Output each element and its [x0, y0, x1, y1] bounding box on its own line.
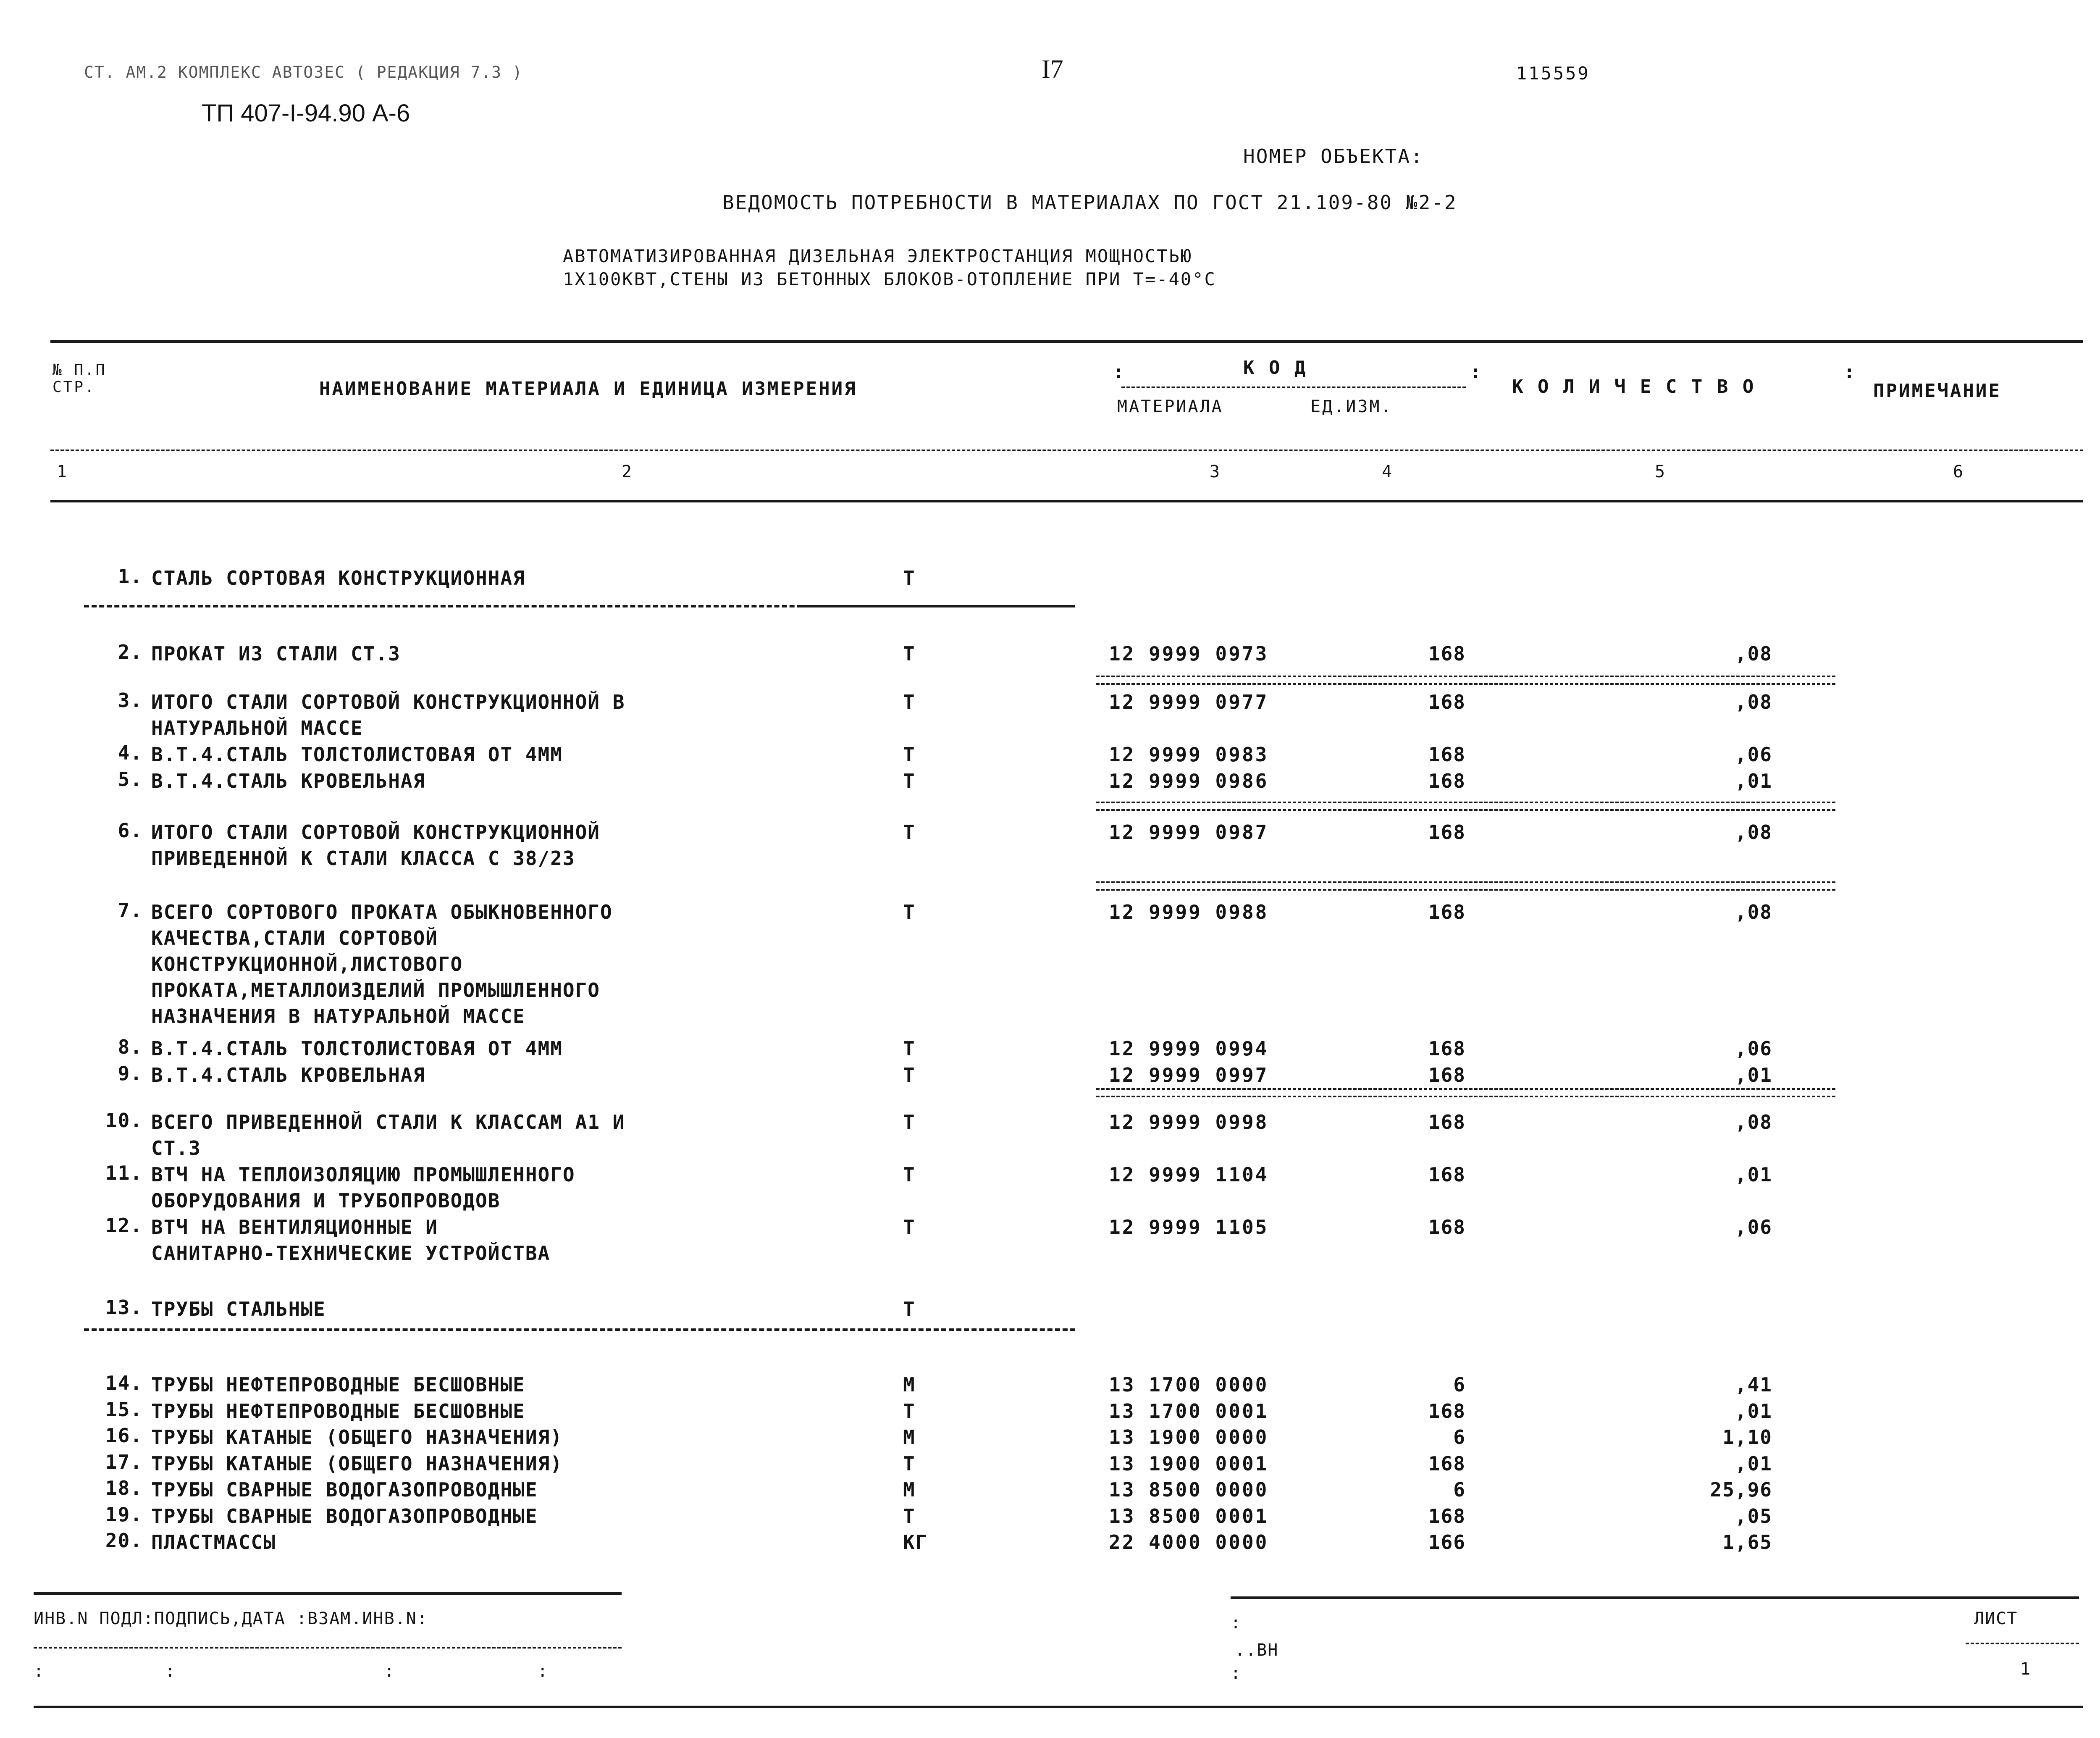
document-number: 115559 [1516, 63, 1590, 84]
row-number: 3. [118, 689, 143, 712]
footer-separator: : [1231, 1664, 1242, 1683]
column-number-4: 4 [1382, 462, 1394, 481]
row-unit: М [903, 1426, 916, 1449]
row-unit: Т [903, 1037, 916, 1060]
row-name: В.Т.4.СТАЛЬ КРОВЕЛЬНАЯ [151, 770, 426, 792]
row-material-code: 13 1700 0000 [1109, 1373, 1269, 1396]
row-number: 20. [105, 1529, 143, 1552]
total-separator [1096, 881, 1835, 891]
footer-stamp-row: ИНВ.N ПОДЛ:ПОДПИСЬ,ДАТА :ВЗАМ.ИНВ.N: [34, 1609, 428, 1628]
row-unit-code: 168 [1428, 743, 1466, 766]
footer-rule [34, 1647, 622, 1649]
row-number: 9. [118, 1062, 143, 1085]
row-name: ТРУБЫ НЕФТЕПРОВОДНЫЕ БЕСШОВНЫЕ [151, 1373, 525, 1396]
header-col-quantity: К О Л И Ч Е С Т В О [1512, 376, 1756, 397]
document-designation: ТП 407-I-94.90 А-6 [202, 100, 410, 127]
column-number-2: 2 [622, 462, 634, 481]
row-unit: Т [903, 1111, 916, 1133]
row-unit: М [903, 1478, 916, 1501]
column-number-5: 5 [1655, 462, 1667, 481]
header-col-material: МАТЕРИАЛА [1117, 397, 1223, 416]
row-unit: Т [903, 567, 916, 589]
sheet-number: 1 [2020, 1659, 2032, 1679]
row-quantity: ,01 [1735, 1163, 1772, 1186]
group-underline [84, 1328, 1075, 1331]
row-number: 10. [105, 1109, 143, 1132]
row-name: ПРОКАТ ИЗ СТАЛИ СТ.3 [151, 642, 401, 665]
row-quantity: ,06 [1735, 1037, 1772, 1060]
row-number: 1. [118, 565, 143, 588]
row-name: ПЛАСТМАССЫ [151, 1531, 276, 1554]
row-quantity: ,08 [1735, 821, 1772, 844]
footer-stamp-cells: : : : : [34, 1662, 549, 1681]
header-bottom-rule [50, 500, 2083, 502]
row-number: 13. [105, 1296, 143, 1319]
row-quantity: ,08 [1735, 691, 1772, 713]
row-quantity: ,01 [1735, 1452, 1772, 1475]
row-quantity: ,08 [1735, 901, 1772, 923]
page-number: I7 [1042, 55, 1063, 84]
footer-code: ..ВН [1235, 1641, 1279, 1660]
row-material-code: 12 9999 0988 [1109, 901, 1269, 923]
footer-separator: : [1231, 1613, 1242, 1633]
sheet-label: ЛИСТ [1974, 1609, 2018, 1628]
row-quantity: 25,96 [1710, 1478, 1772, 1501]
row-number: 7. [118, 899, 143, 922]
row-quantity: 1,10 [1722, 1426, 1772, 1449]
row-number: 5. [118, 768, 143, 791]
row-material-code: 22 4000 0000 [1109, 1531, 1269, 1554]
row-unit-code: 168 [1428, 1064, 1466, 1086]
row-unit-code: 168 [1428, 1452, 1466, 1475]
row-number: 2. [118, 641, 143, 663]
row-name: ТРУБЫ НЕФТЕПРОВОДНЫЕ БЕСШОВНЫЕ [151, 1400, 525, 1422]
column-number-3: 3 [1210, 462, 1222, 481]
row-number: 14. [105, 1372, 143, 1394]
row-unit: Т [903, 1064, 916, 1086]
row-unit: Т [903, 1216, 916, 1238]
row-quantity: ,01 [1735, 770, 1772, 792]
row-number: 18. [105, 1477, 143, 1499]
total-separator [1096, 1088, 1835, 1097]
header-col-code: К О Д [1243, 357, 1307, 379]
row-material-code: 13 8500 0001 [1109, 1505, 1269, 1528]
row-number: 15. [105, 1398, 143, 1421]
row-material-code: 12 9999 0977 [1109, 691, 1269, 713]
row-name: В.Т.4.СТАЛЬ ТОЛСТОЛИСТОВАЯ ОТ 4ММ [151, 1037, 563, 1060]
row-material-code: 12 9999 0973 [1109, 642, 1269, 665]
header-separator: : [1113, 361, 1124, 383]
header-col-note: ПРИМЕЧАНИЕ [1873, 380, 2001, 402]
row-name: ВСЕГО ПРИВЕДЕННОЙ СТАЛИ К КЛАССАМ А1 И СТ.3 [151, 1111, 625, 1160]
row-unit: Т [903, 1298, 916, 1320]
row-name: ВТЧ НА ТЕПЛОИЗОЛЯЦИЮ ПРОМЫШЛЕННОГО ОБОРУДОВАНИЯ И ТРУБОПРОВОДОВ [151, 1163, 575, 1212]
row-material-code: 12 9999 0998 [1109, 1111, 1269, 1133]
header-mid-rule [50, 450, 2083, 451]
row-quantity: ,01 [1735, 1400, 1772, 1422]
row-unit-code: 6 [1453, 1426, 1466, 1449]
footer-rule [1966, 1643, 2079, 1644]
row-name: СТАЛЬ СОРТОВАЯ КОНСТРУКЦИОННАЯ [151, 567, 525, 589]
row-unit-code: 168 [1428, 1400, 1466, 1422]
row-unit: Т [903, 1400, 916, 1422]
row-material-code: 13 1900 0001 [1109, 1452, 1269, 1475]
row-quantity: ,05 [1735, 1505, 1772, 1528]
row-number: 19. [105, 1503, 143, 1526]
row-name: ТРУБЫ СВАРНЫЕ ВОДОГАЗОПРОВОДНЫЕ [151, 1478, 538, 1501]
row-material-code: 12 9999 1104 [1109, 1163, 1269, 1186]
row-material-code: 13 1900 0000 [1109, 1426, 1269, 1449]
program-stamp: СТ. АМ.2 КОМПЛЕКС АВТОЗЕС ( РЕДАКЦИЯ 7.3 ) [84, 63, 523, 82]
header-col-name: НАИМЕНОВАНИЕ МАТЕРИАЛА И ЕДИНИЦА ИЗМЕРЕНИЯ [319, 378, 857, 400]
row-unit-code: 6 [1453, 1478, 1466, 1501]
header-col-number: № П.П СТР. [52, 361, 107, 396]
row-number: 8. [118, 1036, 143, 1058]
header-code-rule [1121, 387, 1466, 388]
header-col-unit: ЕД.ИЗМ. [1310, 397, 1393, 416]
row-quantity: ,08 [1735, 1111, 1772, 1133]
row-quantity: ,01 [1735, 1064, 1772, 1086]
object-number-label: НОМЕР ОБЪЕКТА: [1243, 145, 1424, 168]
row-unit: Т [903, 1505, 916, 1528]
row-quantity: 1,65 [1722, 1531, 1772, 1554]
row-unit: Т [903, 691, 916, 713]
total-separator [1096, 802, 1835, 811]
row-material-code: 12 9999 0983 [1109, 743, 1269, 766]
row-unit-code: 168 [1428, 821, 1466, 844]
row-name: ТРУБЫ КАТАНЫЕ (ОБЩЕГО НАЗНАЧЕНИЯ) [151, 1452, 563, 1475]
row-number: 4. [118, 741, 143, 764]
table-top-rule [50, 340, 2083, 343]
row-quantity: ,06 [1735, 1216, 1772, 1238]
row-name: ТРУБЫ СВАРНЫЕ ВОДОГАЗОПРОВОДНЫЕ [151, 1505, 538, 1528]
row-quantity: ,06 [1735, 743, 1772, 766]
row-number: 6. [118, 819, 143, 842]
subtitle-line-1: АВТОМАТИЗИРОВАННАЯ ДИЗЕЛЬНАЯ ЭЛЕКТРОСТАНЦИЯ МОЩНОСТЬЮ [563, 246, 1193, 266]
footer-rule [1231, 1596, 2079, 1599]
row-unit-code: 168 [1428, 642, 1466, 665]
row-unit: Т [903, 770, 916, 792]
row-unit-code: 168 [1428, 1505, 1466, 1528]
footer-rule [34, 1592, 622, 1595]
row-material-code: 12 9999 0994 [1109, 1037, 1269, 1060]
row-material-code: 12 9999 1105 [1109, 1216, 1269, 1238]
header-separator: : [1844, 361, 1855, 383]
row-unit-code: 168 [1428, 1111, 1466, 1133]
row-unit-code: 168 [1428, 770, 1466, 792]
row-unit-code: 168 [1428, 1216, 1466, 1238]
row-unit: Т [903, 901, 916, 923]
sheet-title: ВЕДОМОСТЬ ПОТРЕБНОСТИ В МАТЕРИАЛАХ ПО ГОСТ 21.109-80 №2-2 [722, 191, 1457, 214]
row-material-code: 13 8500 0000 [1109, 1478, 1269, 1501]
row-unit: М [903, 1373, 916, 1396]
row-name: ВТЧ НА ВЕНТИЛЯЦИОННЫЕ И САНИТАРНО-ТЕХНИЧЕСКИЕ УСТРОЙСТВА [151, 1216, 551, 1265]
row-unit-code: 168 [1428, 1037, 1466, 1060]
row-material-code: 13 1700 0001 [1109, 1400, 1269, 1422]
row-unit-code: 168 [1428, 901, 1466, 923]
row-unit: Т [903, 821, 916, 844]
row-name: ТРУБЫ КАТАНЫЕ (ОБЩЕГО НАЗНАЧЕНИЯ) [151, 1426, 563, 1449]
header-separator: : [1470, 361, 1481, 383]
row-material-code: 12 9999 0987 [1109, 821, 1269, 844]
row-quantity: ,08 [1735, 642, 1772, 665]
row-unit: Т [903, 1163, 916, 1186]
row-unit-code: 166 [1428, 1531, 1466, 1554]
row-unit: КГ [903, 1531, 928, 1554]
row-unit: Т [903, 1452, 916, 1475]
row-name: ИТОГО СТАЛИ СОРТОВОЙ КОНСТРУКЦИОННОЙ В НАТУРАЛЬНОЙ МАССЕ [151, 691, 625, 739]
row-number: 16. [105, 1424, 143, 1447]
row-name: В.Т.4.СТАЛЬ ТОЛСТОЛИСТОВАЯ ОТ 4ММ [151, 743, 563, 766]
row-number: 11. [105, 1162, 143, 1184]
row-number: 17. [105, 1451, 143, 1473]
group-underline [798, 605, 1071, 607]
row-unit: Т [903, 642, 916, 665]
row-name: ИТОГО СТАЛИ СОРТОВОЙ КОНСТРУКЦИОННОЙ ПРИВЕДЕННОЙ К СТАЛИ КЛАССА С 38/23 [151, 821, 600, 870]
row-name: ВСЕГО СОРТОВОГО ПРОКАТА ОБЫКНОВЕННОГО КАЧЕСТВА,СТАЛИ СОРТОВОЙ КОНСТРУКЦИОННОЙ,ЛИСТОВОГО ПРОКАТА,МЕТАЛЛОИЗДЕЛИЙ ПРОМЫШЛЕННОГО НАЗНАЧЕНИЯ В НАТУРАЛЬНОЙ МАССЕ [151, 901, 613, 1028]
row-name: В.Т.4.СТАЛЬ КРОВЕЛЬНАЯ [151, 1064, 426, 1086]
row-name: ТРУБЫ СТАЛЬНЫЕ [151, 1298, 326, 1320]
page-bottom-rule [34, 1706, 2083, 1708]
row-unit-code: 6 [1453, 1373, 1466, 1396]
column-number-6: 6 [1953, 462, 1965, 481]
row-unit-code: 168 [1428, 1163, 1466, 1186]
column-number-1: 1 [57, 462, 69, 481]
row-material-code: 12 9999 0986 [1109, 770, 1269, 792]
row-quantity: ,41 [1735, 1373, 1772, 1396]
row-unit: Т [903, 743, 916, 766]
row-material-code: 12 9999 0997 [1109, 1064, 1269, 1086]
row-number: 12. [105, 1214, 143, 1237]
total-separator [1096, 676, 1835, 685]
subtitle-line-2: 1Х100КВТ,СТЕНЫ ИЗ БЕТОННЫХ БЛОКОВ-ОТОПЛЕНИЕ ПРИ Т=-40°С [563, 269, 1216, 289]
row-unit-code: 168 [1428, 691, 1466, 713]
